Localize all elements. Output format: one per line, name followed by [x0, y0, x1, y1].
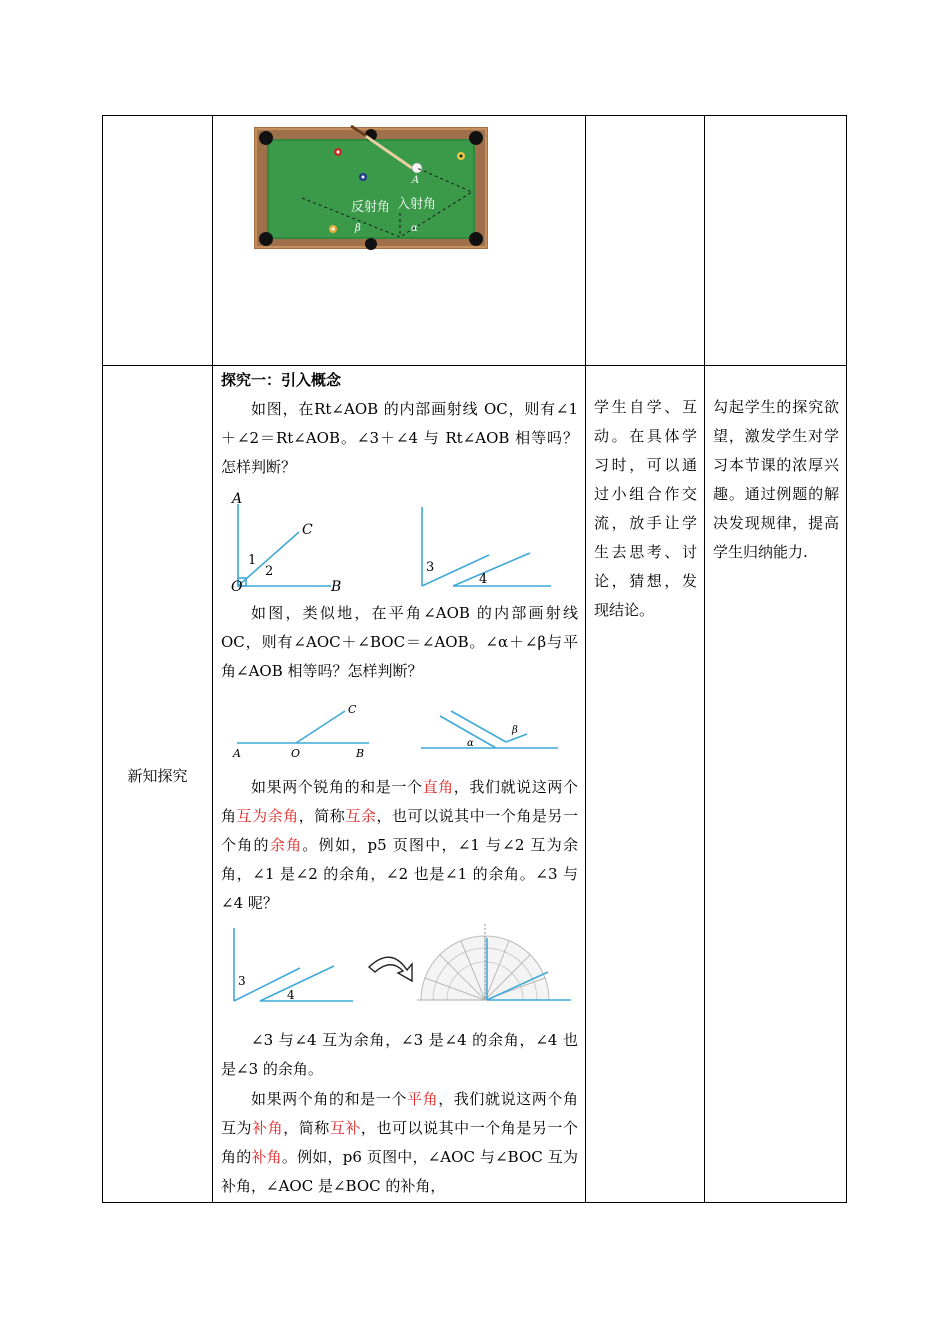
paragraph-4: ∠3 与∠4 互为余角，∠3 是∠4 的余角，∠4 也是∠3 的余角。 [221, 1031, 578, 1078]
table-col-divider [212, 115, 213, 1203]
term-complement-short: 互余 [345, 807, 377, 825]
fig2-label-alpha: α [467, 738, 474, 749]
paragraph-5: 如果两个角的和是一个平角，我们就说这两个角互为补角，简称互补，也可以说其中一个角是另一个角的补角。例如，p6 页图中，∠AOC 与∠BOC 互为补角，∠AOC 是∠BOC 的补角， [221, 1090, 578, 1195]
paragraph-2: 如图，类似地，在平角∠AOB 的内部画射线 OC，则有∠AOC＋∠BOC＝∠AOB。∠α＋∠β与平角∠AOB 相等吗？怎样判断？ [221, 604, 578, 680]
term-right-angle: 直角 [422, 778, 454, 796]
label-incident-angle: 入射角 [397, 197, 437, 212]
label-beta: β [355, 223, 361, 234]
term-supplement-short: 互补 [329, 1119, 361, 1137]
billiards-figure [254, 123, 490, 253]
fig1-label-a: A [232, 491, 243, 507]
term-complementary: 互为余角 [236, 807, 299, 825]
fig1-label-o: O [231, 579, 243, 595]
term-straight-angle: 平角 [406, 1090, 439, 1108]
term-supplement-angle: 补角 [251, 1148, 282, 1166]
fig2-label-beta: β [512, 725, 518, 736]
fig2-label-a: A [233, 747, 241, 760]
label-alpha: α [411, 223, 418, 234]
figure-straight-angle [221, 686, 578, 773]
paragraph-3: 如果两个锐角的和是一个直角，我们就说这两个角互为余角，简称互余，也可以说其中一个角是另一个角的余角。例如，p5 页图中，∠1 与∠2 互为余角，∠1 是∠2 的余角，∠2 也是∠1 的余角。∠3 与∠4 呢？ [221, 778, 578, 912]
table-border-left [102, 115, 103, 1203]
fig1-label-1: 1 [248, 553, 257, 568]
table-border-right [846, 115, 847, 1203]
table-col-divider [704, 115, 705, 1203]
figure-right-angle [221, 482, 578, 599]
main-content [221, 366, 578, 1201]
fig1-label-b: B [331, 579, 342, 595]
term-supplementary: 补角 [252, 1119, 284, 1137]
label-a: A [412, 175, 420, 186]
student-activity: 学生自学、互动。在具体学习时，可以通过小组合作交流，放手让学生去思考、讨论，猜想，发现结论。 [594, 398, 697, 619]
paragraph-1: 如图，在Rt∠AOB 的内部画射线 OC，则有∠1＋∠2＝Rt∠AOB。∠3＋∠4 与 Rt∠AOB 相等吗？怎样判断？ [221, 400, 578, 476]
table-border-bottom [102, 1202, 847, 1203]
fig1-label-c: C [302, 522, 313, 538]
label-reflect-angle: 反射角 [351, 200, 391, 215]
section-label: 新知探究 [127, 767, 188, 785]
lesson-table [102, 115, 847, 1203]
fig2-label-o: O [291, 747, 301, 760]
table-border-top [102, 115, 847, 116]
table-col-divider [585, 115, 586, 1203]
fig2-label-b: B [356, 747, 365, 760]
term-complement-angle: 余角 [269, 836, 303, 854]
fig3-label-4: 4 [287, 988, 295, 1002]
fig2-label-c: C [348, 703, 357, 716]
protractor-icon [417, 924, 571, 1000]
fig1-label-3: 3 [426, 560, 435, 575]
fig1-label-4: 4 [479, 572, 488, 587]
fig3-label-3: 3 [238, 974, 246, 988]
fig1-label-2: 2 [265, 564, 274, 579]
section-heading: 探究一：引入概念 [221, 371, 342, 389]
curved-arrow-icon [369, 957, 412, 981]
design-intent: 勾起学生的探究欲望，激发学生对学习本节课的浓厚兴趣。通过例题的解决发现规律，提高学生归纳能力. [713, 398, 839, 561]
figure-protractor [221, 918, 578, 1026]
